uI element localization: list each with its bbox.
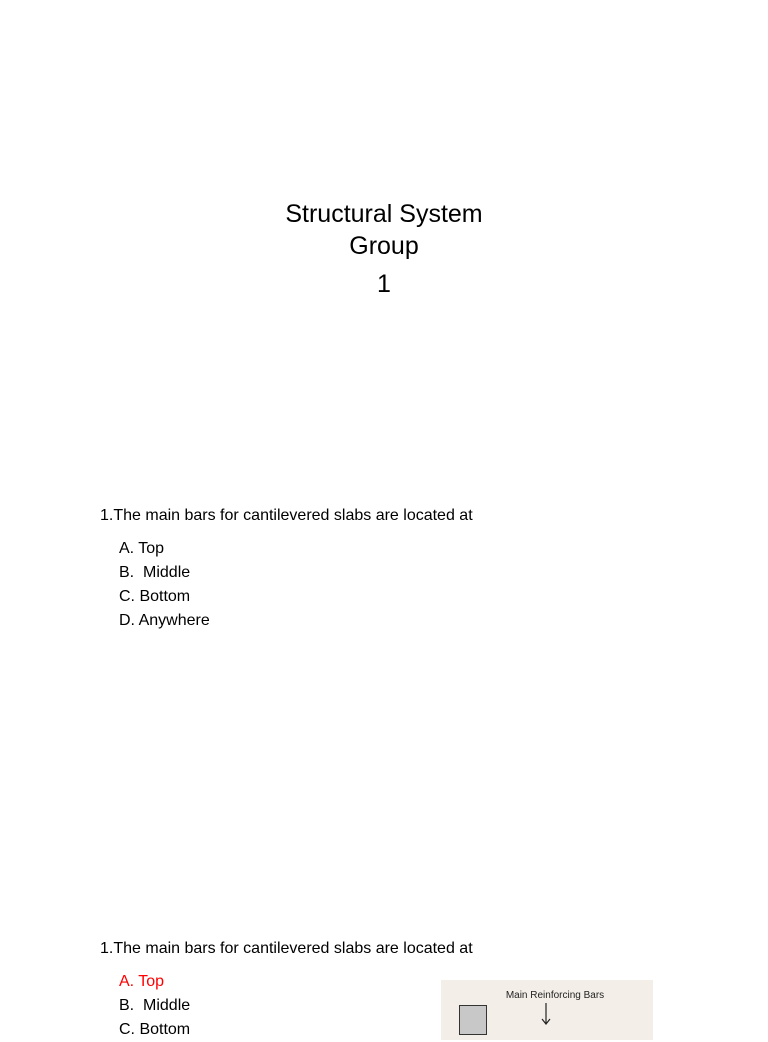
option-a: A. Top: [119, 540, 165, 557]
down-arrow-icon: [539, 1002, 553, 1026]
group-number: 1: [377, 270, 391, 298]
figure-caption: Main Reinforcing Bars: [505, 990, 605, 1001]
option-d: D. Anywhere: [119, 612, 210, 629]
title-line-1: Structural System: [285, 200, 483, 228]
question-text: 1.The main bars for cantilevered slabs are located at: [100, 940, 473, 957]
answer-options-list: [119, 970, 190, 1042]
options-list: [119, 537, 210, 633]
reinforcing-bars-figure: [441, 980, 653, 1040]
option-b: B. Middle: [119, 564, 191, 581]
option-b: B. Middle: [119, 997, 191, 1014]
slab-section-icon: [459, 1005, 487, 1035]
page-title: [0, 198, 768, 262]
option-c: C. Bottom: [119, 588, 191, 605]
question-text: 1.The main bars for cantilevered slabs are located at: [100, 507, 473, 524]
title-line-2: Group: [349, 232, 419, 260]
option-c: C. Bottom: [119, 1021, 191, 1038]
option-a-correct: A. Top: [119, 973, 165, 990]
